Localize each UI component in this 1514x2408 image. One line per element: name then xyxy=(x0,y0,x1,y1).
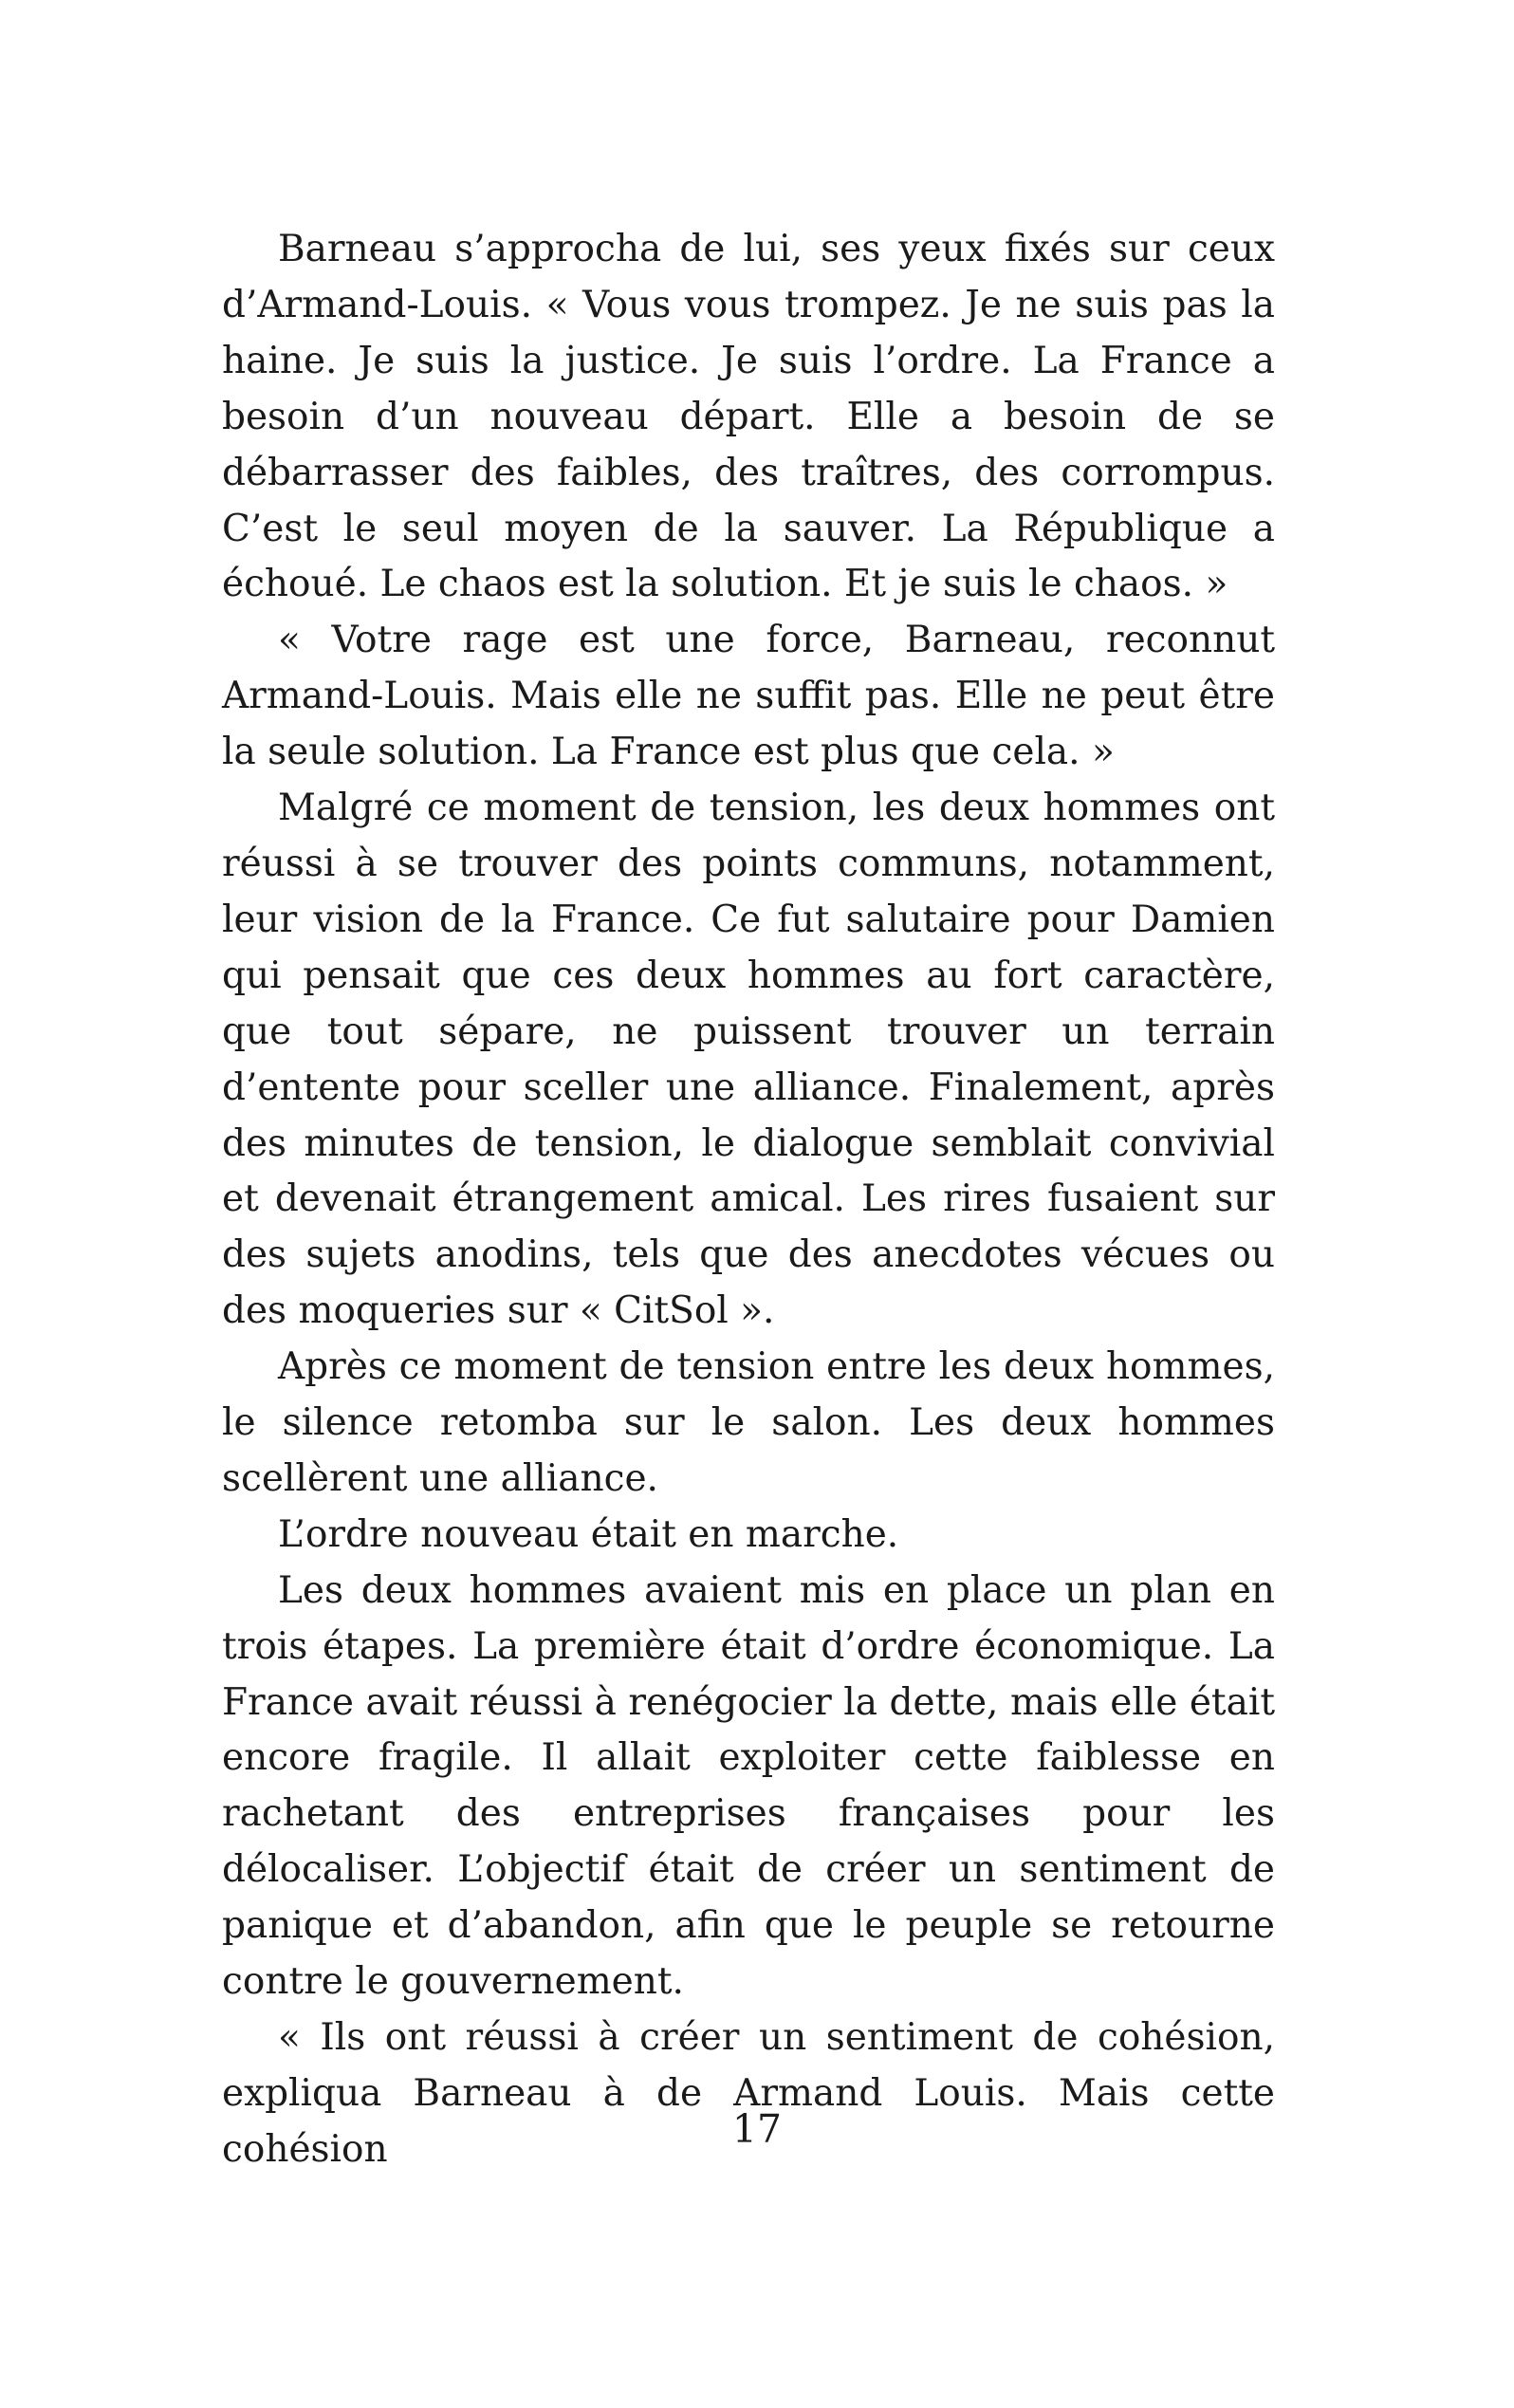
page-number: 17 xyxy=(731,2106,783,2152)
paragraph: Les deux hommes avaient mis en place un plan en trois étapes. La première était d’ordre économique. La France avait réussi à renégocier la dette, mais elle était encore fragile. Il allait exploiter cette faiblesse en rachetant des entreprises françaises pour les délocaliser. L’objectif était de créer un sentiment de panique et d’abandon, afin que le peuple se retourne contre le gouvernement. xyxy=(222,1568,1275,2004)
paragraph: Après ce moment de tension entre les deux hommes, le silence retomba sur le salon. Les deux hommes scellèrent une alliance. xyxy=(222,1345,1275,1500)
body-text xyxy=(222,222,1275,2178)
paragraph: « Ils ont réussi à créer un sentiment de cohésion, expliqua Barneau à de Armand Louis. Mais cette cohésion xyxy=(222,2016,1275,2171)
paragraph: Malgré ce moment de tension, les deux hommes ont réussi à se trouver des points communs, notamment, leur vision de la France. Ce fut salutaire pour Damien qui pensait que ces deux hommes au fort caractère, que tout sépare, ne puissent trouver un terrain d’entente pour sceller une alliance. Finalement, après des minutes de tension, le dialogue semblait convivial et devenait étrangement amical. Les rires fusaient sur des sujets anodins, tels que des anecdotes vécues ou des moqueries sur « CitSol ». xyxy=(222,787,1275,1333)
paragraph: L’ordre nouveau était en marche. xyxy=(278,1512,899,1556)
paragraph: « Votre rage est une force, Barneau, reconnut Armand-Louis. Mais elle ne suffit pas. Elle ne peut être la seule solution. La France est plus que cela. » xyxy=(222,619,1275,774)
paragraph: Barneau s’approcha de lui, ses yeux fixés sur ceux d’Armand-Louis. « Vous vous trompez. Je ne suis pas la haine. Je suis la justice. Je suis l’ordre. La France a besoin d’un nouveau départ. Elle a besoin de se débarrasser des faibles, des traîtres, des corrompus. C’est le seul moyen de la sauver. La République a échoué. Le chaos est la solution. Et je suis le chaos. » xyxy=(222,228,1275,606)
